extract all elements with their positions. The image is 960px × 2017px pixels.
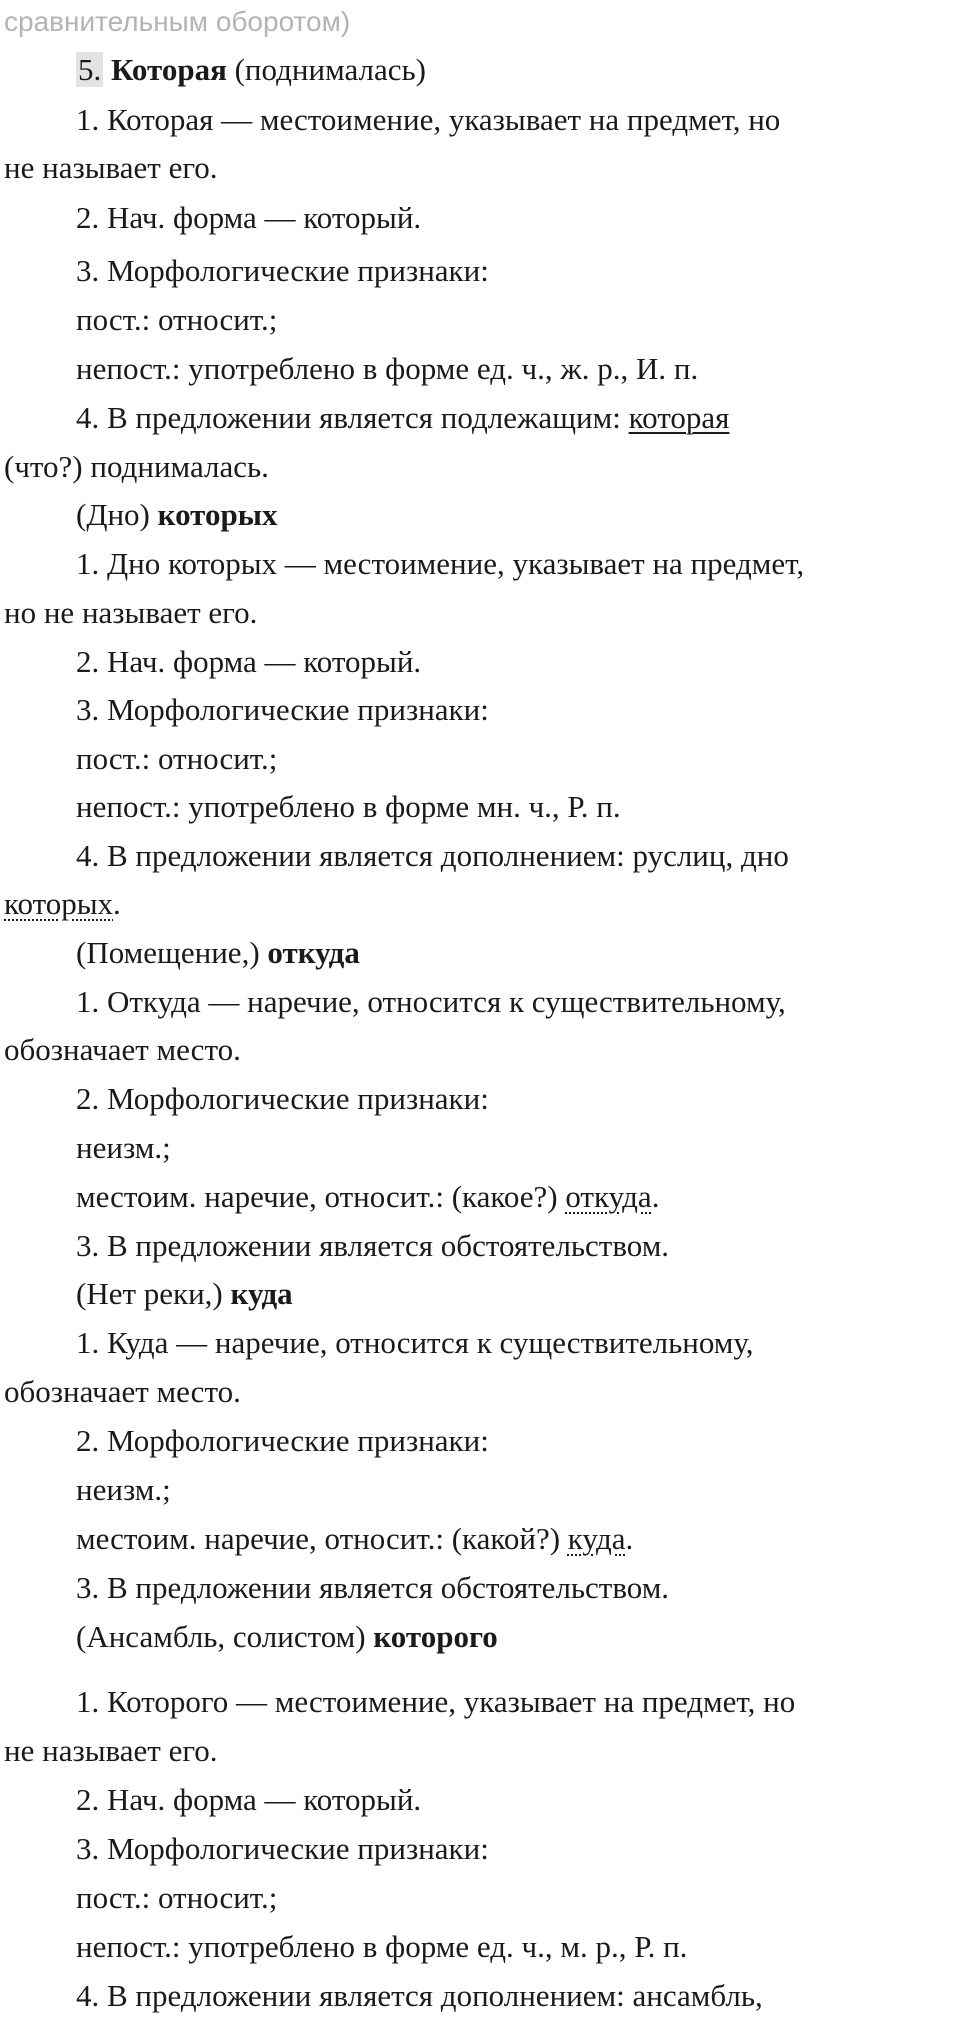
section-heading bbox=[76, 497, 277, 533]
text-line: 4. В предложении является дополнением: ансамбль, bbox=[76, 1978, 763, 2013]
text-line bbox=[76, 1521, 633, 1557]
dotted-underlined-word: которых bbox=[4, 886, 114, 921]
header-fragment: сравнительным оборотом) bbox=[4, 6, 351, 37]
text-line: 1. Которая — местоимение, указывает на предмет, но bbox=[76, 102, 781, 137]
text-line: 4. В предложении является дополнением: руслиц, дно bbox=[76, 838, 789, 873]
dotted-underlined-word: откуда bbox=[565, 1179, 652, 1214]
item-number: 5. bbox=[78, 52, 102, 87]
text-line: 3. В предложении является обстоятельством. bbox=[76, 1228, 670, 1263]
parsed-word: которых bbox=[157, 497, 278, 532]
word-context: (Ансамбль, солистом) bbox=[76, 1619, 366, 1654]
text-line: неизм.; bbox=[76, 1472, 171, 1507]
text-line: 1. Дно которых — местоимение, указывает на предмет, bbox=[76, 546, 805, 581]
text-line: непост.: употреблено в форме ед. ч., м. р., Р. п. bbox=[76, 1929, 688, 1964]
text-line: непост.: употреблено в форме мн. ч., Р. п. bbox=[76, 789, 621, 824]
text-line: 1. Которого — местоимение, указывает на предмет, но bbox=[76, 1684, 796, 1719]
text-fragment: . bbox=[625, 1521, 634, 1556]
dotted-underlined-word: куда bbox=[567, 1521, 626, 1556]
text-line bbox=[76, 400, 729, 436]
text-line: 3. Морфологические признаки: bbox=[76, 1831, 489, 1866]
text-fragment: местоим. наречие, относит.: (какой?) bbox=[76, 1521, 561, 1556]
section-heading bbox=[76, 1619, 498, 1655]
section-heading bbox=[76, 1276, 293, 1312]
text-line: обозначает место. bbox=[4, 1374, 241, 1409]
text-line: 1. Куда — наречие, относится к существительному, bbox=[76, 1325, 754, 1360]
text-line: неизм.; bbox=[76, 1130, 171, 1165]
text-line: 2. Нач. форма — который. bbox=[76, 644, 422, 679]
text-line: пост.: относит.; bbox=[76, 1880, 278, 1915]
parsed-word: куда bbox=[230, 1276, 293, 1311]
underlined-subject: которая bbox=[628, 400, 730, 435]
text-line bbox=[76, 1179, 659, 1215]
text-line: пост.: относит.; bbox=[76, 302, 278, 337]
parsed-word: откуда bbox=[267, 935, 360, 970]
parsed-word: которого bbox=[373, 1619, 498, 1654]
text-fragment: 4. В предложении является подлежащим: bbox=[76, 400, 621, 435]
text-fragment: . bbox=[113, 886, 121, 921]
text-line: не называет его. bbox=[4, 150, 218, 185]
text-line: 1. Откуда — наречие, относится к существительному, bbox=[76, 984, 786, 1019]
section-heading bbox=[76, 935, 360, 971]
text-line: 3. Морфологические признаки: bbox=[76, 692, 489, 727]
text-line: пост.: относит.; bbox=[76, 741, 278, 776]
word-context: (поднималась) bbox=[234, 52, 426, 87]
text-line: но не называет его. bbox=[4, 595, 258, 630]
text-line: 2. Морфологические признаки: bbox=[76, 1423, 489, 1458]
text-fragment: . bbox=[651, 1179, 660, 1214]
text-line: 3. В предложении является обстоятельством. bbox=[76, 1570, 670, 1605]
text-fragment: местоим. наречие, относит.: (какое?) bbox=[76, 1179, 558, 1214]
text-line: 3. Морфологические признаки: bbox=[76, 253, 489, 288]
parsed-word: Которая bbox=[111, 52, 227, 87]
text-line: 2. Нач. форма — который. bbox=[76, 1782, 422, 1817]
text-line: 2. Нач. форма — который. bbox=[76, 200, 422, 235]
word-context: (Помещение,) bbox=[76, 935, 260, 970]
text-line: (что?) поднималась. bbox=[4, 449, 269, 484]
text-line: непост.: употреблено в форме ед. ч., ж. р., И. п. bbox=[76, 351, 699, 386]
word-context: (Нет реки,) bbox=[76, 1276, 223, 1311]
text-line: 2. Морфологические признаки: bbox=[76, 1081, 489, 1116]
section-heading bbox=[76, 52, 426, 88]
text-line bbox=[4, 886, 121, 922]
word-context: (Дно) bbox=[76, 497, 150, 532]
text-line: обозначает место. bbox=[4, 1032, 241, 1067]
text-line: не называет его. bbox=[4, 1733, 218, 1768]
